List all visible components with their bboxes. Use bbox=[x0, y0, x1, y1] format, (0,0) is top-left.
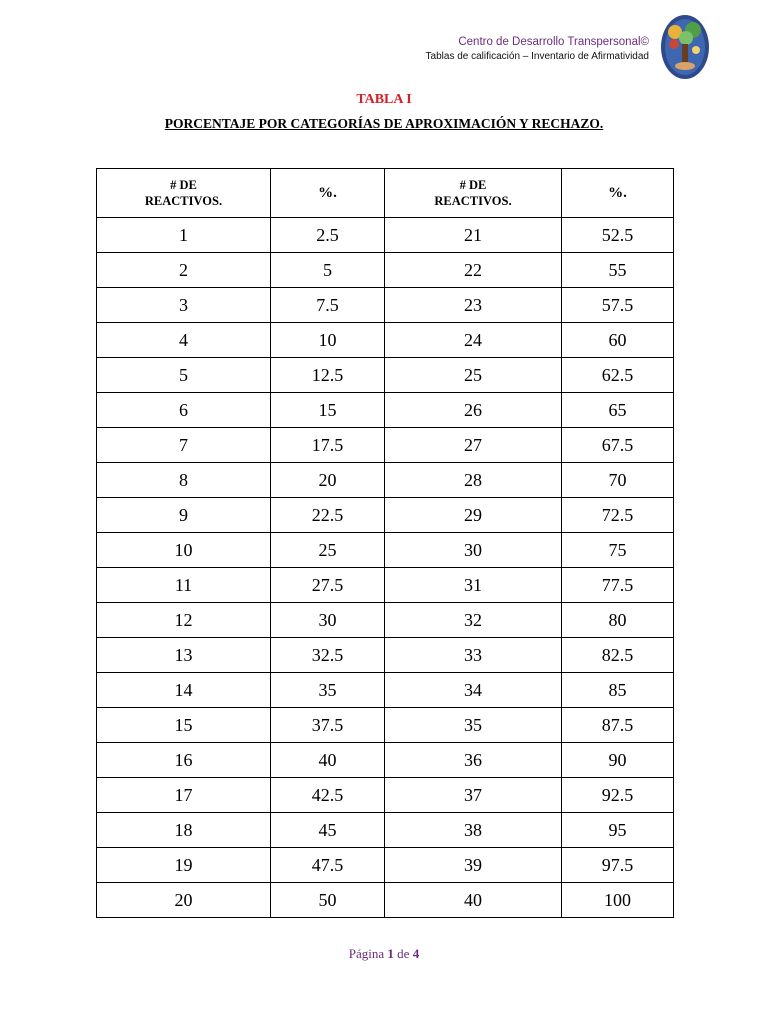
tree-emblem-icon bbox=[660, 14, 710, 80]
table-row bbox=[97, 603, 674, 638]
table-cell: 32.5 bbox=[271, 638, 385, 673]
table-cell: 15 bbox=[271, 393, 385, 428]
table-cell: 30 bbox=[385, 533, 562, 568]
table-cell: 42.5 bbox=[271, 778, 385, 813]
table-cell: 31 bbox=[385, 568, 562, 603]
header-organization: Centro de Desarrollo Transpersonal© bbox=[458, 36, 649, 48]
table-row bbox=[97, 463, 674, 498]
table-subtitle: PORCENTAJE POR CATEGORÍAS DE APROXIMACIÓN Y RECHAZO. bbox=[164, 116, 604, 131]
table-cell: 90 bbox=[562, 743, 674, 778]
footer-of-word: de bbox=[397, 946, 410, 961]
table-row bbox=[97, 498, 674, 533]
page-header bbox=[426, 34, 649, 64]
table-cell: 25 bbox=[271, 533, 385, 568]
table-cell: 26 bbox=[385, 393, 562, 428]
table-cell: 27.5 bbox=[271, 568, 385, 603]
table-cell: 6 bbox=[97, 393, 271, 428]
table-cell: 13 bbox=[97, 638, 271, 673]
table-row bbox=[97, 848, 674, 883]
table-cell: 50 bbox=[271, 883, 385, 918]
table-cell: 9 bbox=[97, 498, 271, 533]
table-cell: 19 bbox=[97, 848, 271, 883]
table-row bbox=[97, 568, 674, 603]
table-cell: 1 bbox=[97, 218, 271, 253]
table-cell: 3 bbox=[97, 288, 271, 323]
table-cell: 32 bbox=[385, 603, 562, 638]
table-cell: 40 bbox=[271, 743, 385, 778]
table-cell: 21 bbox=[385, 218, 562, 253]
table-cell: 92.5 bbox=[562, 778, 674, 813]
table-cell: 34 bbox=[385, 673, 562, 708]
table-cell: 16 bbox=[97, 743, 271, 778]
table-cell: 4 bbox=[97, 323, 271, 358]
table-row bbox=[97, 428, 674, 463]
table-cell: 52.5 bbox=[562, 218, 674, 253]
table-row bbox=[97, 393, 674, 428]
header-line: %. bbox=[318, 185, 337, 201]
table-cell: 60 bbox=[562, 323, 674, 358]
page-footer bbox=[0, 946, 768, 962]
table-cell: 65 bbox=[562, 393, 674, 428]
table-cell: 35 bbox=[385, 708, 562, 743]
table-cell: 5 bbox=[271, 253, 385, 288]
table-cell: 97.5 bbox=[562, 848, 674, 883]
header-line: # DE bbox=[170, 178, 197, 192]
header-document-title: Tablas de calificación – Inventario de Afirmatividad bbox=[425, 51, 649, 62]
header-line: REACTIVOS. bbox=[144, 194, 223, 208]
table-cell: 20 bbox=[97, 883, 271, 918]
table-cell: 2.5 bbox=[271, 218, 385, 253]
table-row bbox=[97, 778, 674, 813]
table-row bbox=[97, 533, 674, 568]
table-cell: 77.5 bbox=[562, 568, 674, 603]
table-cell: 23 bbox=[385, 288, 562, 323]
header-line: # DE bbox=[459, 178, 487, 192]
table-header-row bbox=[97, 169, 674, 218]
table-cell: 12 bbox=[97, 603, 271, 638]
column-header-reactivos bbox=[385, 169, 562, 218]
table-cell: 87.5 bbox=[562, 708, 674, 743]
table-cell: 15 bbox=[97, 708, 271, 743]
table-cell: 12.5 bbox=[271, 358, 385, 393]
table-row bbox=[97, 358, 674, 393]
table-cell: 25 bbox=[385, 358, 562, 393]
table-cell: 28 bbox=[385, 463, 562, 498]
table-cell: 37 bbox=[385, 778, 562, 813]
footer-page-number: 1 bbox=[387, 946, 394, 961]
table-cell: 22.5 bbox=[271, 498, 385, 533]
table-cell: 45 bbox=[271, 813, 385, 848]
table-cell: 22 bbox=[385, 253, 562, 288]
table-body bbox=[97, 218, 674, 918]
column-header-percent bbox=[562, 169, 674, 218]
table-row bbox=[97, 288, 674, 323]
table-cell: 57.5 bbox=[562, 288, 674, 323]
table-title: TABLA I bbox=[356, 92, 412, 107]
table-cell: 70 bbox=[562, 463, 674, 498]
table-cell: 18 bbox=[97, 813, 271, 848]
column-header-percent bbox=[271, 169, 385, 218]
table-cell: 11 bbox=[97, 568, 271, 603]
header-line: %. bbox=[608, 185, 627, 201]
footer-page-total: 4 bbox=[412, 946, 420, 961]
table-row bbox=[97, 218, 674, 253]
table-cell: 82.5 bbox=[562, 638, 674, 673]
table-row bbox=[97, 673, 674, 708]
table-cell: 72.5 bbox=[562, 498, 674, 533]
table-cell: 33 bbox=[385, 638, 562, 673]
table-cell: 7 bbox=[97, 428, 271, 463]
footer-page-word: Página bbox=[348, 946, 385, 961]
table-cell: 100 bbox=[562, 883, 674, 918]
table-cell: 8 bbox=[97, 463, 271, 498]
table-cell: 37.5 bbox=[271, 708, 385, 743]
table-cell: 5 bbox=[97, 358, 271, 393]
table-cell: 17.5 bbox=[271, 428, 385, 463]
table-cell: 29 bbox=[385, 498, 562, 533]
table-cell: 62.5 bbox=[562, 358, 674, 393]
table-cell: 75 bbox=[562, 533, 674, 568]
table-cell: 7.5 bbox=[271, 288, 385, 323]
table-row bbox=[97, 638, 674, 673]
table-cell: 10 bbox=[97, 533, 271, 568]
table-row bbox=[97, 708, 674, 743]
table-cell: 38 bbox=[385, 813, 562, 848]
table-row bbox=[97, 253, 674, 288]
table-cell: 30 bbox=[271, 603, 385, 638]
table-cell: 47.5 bbox=[271, 848, 385, 883]
table-row bbox=[97, 883, 674, 918]
table-row bbox=[97, 813, 674, 848]
table-cell: 36 bbox=[385, 743, 562, 778]
table-cell: 80 bbox=[562, 603, 674, 638]
table-cell: 55 bbox=[562, 253, 674, 288]
table-cell: 24 bbox=[385, 323, 562, 358]
table-cell: 39 bbox=[385, 848, 562, 883]
header-line: REACTIVOS. bbox=[434, 194, 512, 208]
table-cell: 20 bbox=[271, 463, 385, 498]
table-row bbox=[97, 743, 674, 778]
table-cell: 10 bbox=[271, 323, 385, 358]
table-cell: 27 bbox=[385, 428, 562, 463]
table-cell: 14 bbox=[97, 673, 271, 708]
table-cell: 67.5 bbox=[562, 428, 674, 463]
table-cell: 2 bbox=[97, 253, 271, 288]
table-cell: 85 bbox=[562, 673, 674, 708]
table-cell: 35 bbox=[271, 673, 385, 708]
table-row bbox=[97, 323, 674, 358]
table-cell: 17 bbox=[97, 778, 271, 813]
percentage-table bbox=[96, 168, 674, 918]
column-header-reactivos bbox=[97, 169, 271, 218]
table-cell: 95 bbox=[562, 813, 674, 848]
table-cell: 40 bbox=[385, 883, 562, 918]
